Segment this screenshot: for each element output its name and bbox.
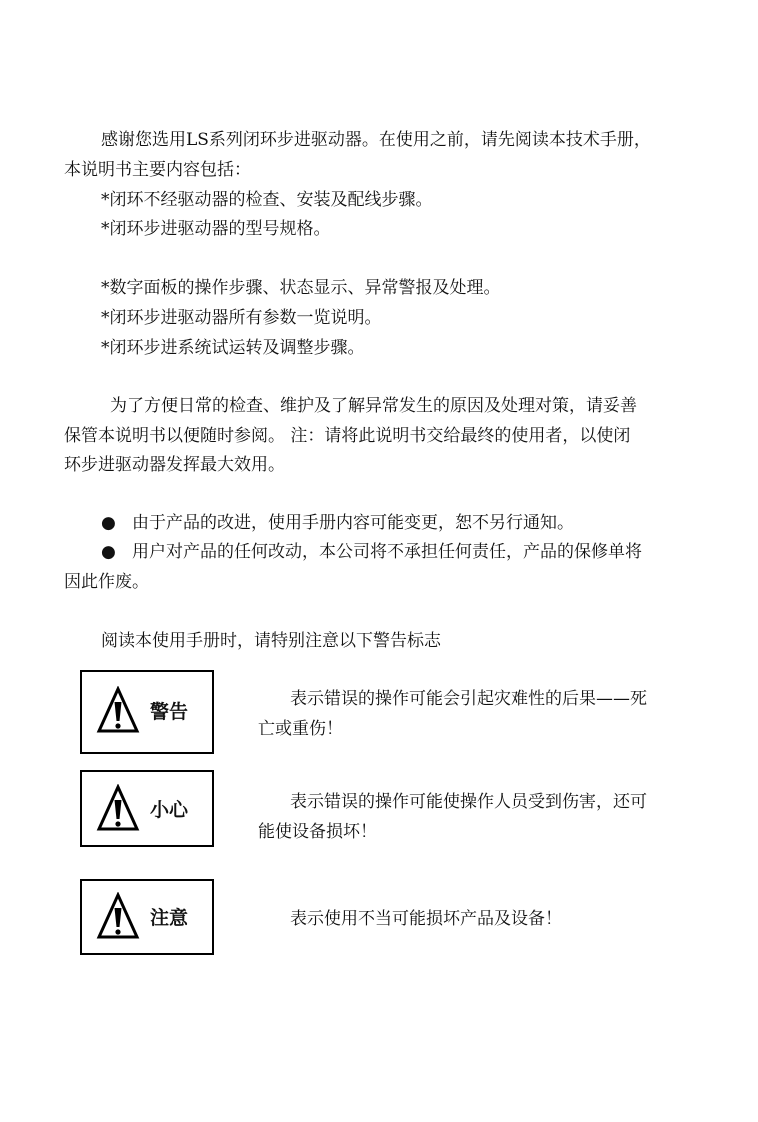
warning-sign-box: [80, 670, 214, 754]
warning-triangle-icon: [96, 892, 140, 940]
para2-line-2: 保管本说明书以便随时参阅。 注：请将此说明书交给最终的使用者，以使闭: [64, 426, 631, 446]
notice-label: 注意: [150, 907, 189, 929]
notice-item-2-line-1: 用户对产品的任何改动，本公司将不承担任何责任，产品的保修单将: [132, 542, 642, 562]
warning-triangle-icon: [96, 686, 140, 734]
notice-text-line-1: 表示使用不当可能损坏产品及设备！: [290, 909, 562, 929]
intro-item: *闭环不经驱动器的检查、安装及配线步骤。: [101, 190, 433, 210]
notice-item-2-line-2: 因此作废。: [64, 572, 149, 592]
warning-label: 警告: [150, 701, 189, 723]
caution-sign-box: [80, 770, 214, 847]
warning-triangle-icon: [96, 784, 140, 832]
notice-item-1: 由于产品的改进，使用手册内容可能变更，恕不另行通知。: [132, 513, 574, 533]
bullet-icon: ●: [101, 542, 116, 562]
notice-sign-box: [80, 879, 214, 955]
warning-text-line-2: 亡或重伤！: [258, 719, 343, 739]
intro-item: *闭环步进驱动器所有参数一览说明。: [101, 308, 382, 328]
caution-text-line-1: 表示错误的操作可能使操作人员受到伤害，还可: [290, 792, 647, 812]
caution-text-line-2: 能使设备损坏！: [258, 822, 377, 842]
intro-item: *闭环步进系统试运转及调整步骤。: [101, 338, 365, 358]
warning-intro: 阅读本使用手册时，请特别注意以下警告标志: [101, 631, 441, 651]
intro-line-1: 感谢您选用LS系列闭环步进驱动器。在使用之前，请先阅读本技术手册，: [101, 130, 651, 150]
intro-item: *闭环步进驱动器的型号规格。: [101, 219, 331, 239]
intro-line-2: 本说明书主要内容包括：: [64, 160, 251, 180]
warning-text-line-1: 表示错误的操作可能会引起灾难性的后果——死: [290, 689, 647, 709]
intro-item: *数字面板的操作步骤、状态显示、异常警报及处理。: [101, 278, 501, 298]
caution-label: 小心: [150, 799, 189, 821]
para2-line-3: 环步进驱动器发挥最大效用。: [64, 455, 285, 475]
bullet-icon: ●: [101, 513, 116, 533]
para2-line-1: 为了方便日常的检查、维护及了解异常发生的原因及处理对策，请妥善: [110, 396, 637, 416]
